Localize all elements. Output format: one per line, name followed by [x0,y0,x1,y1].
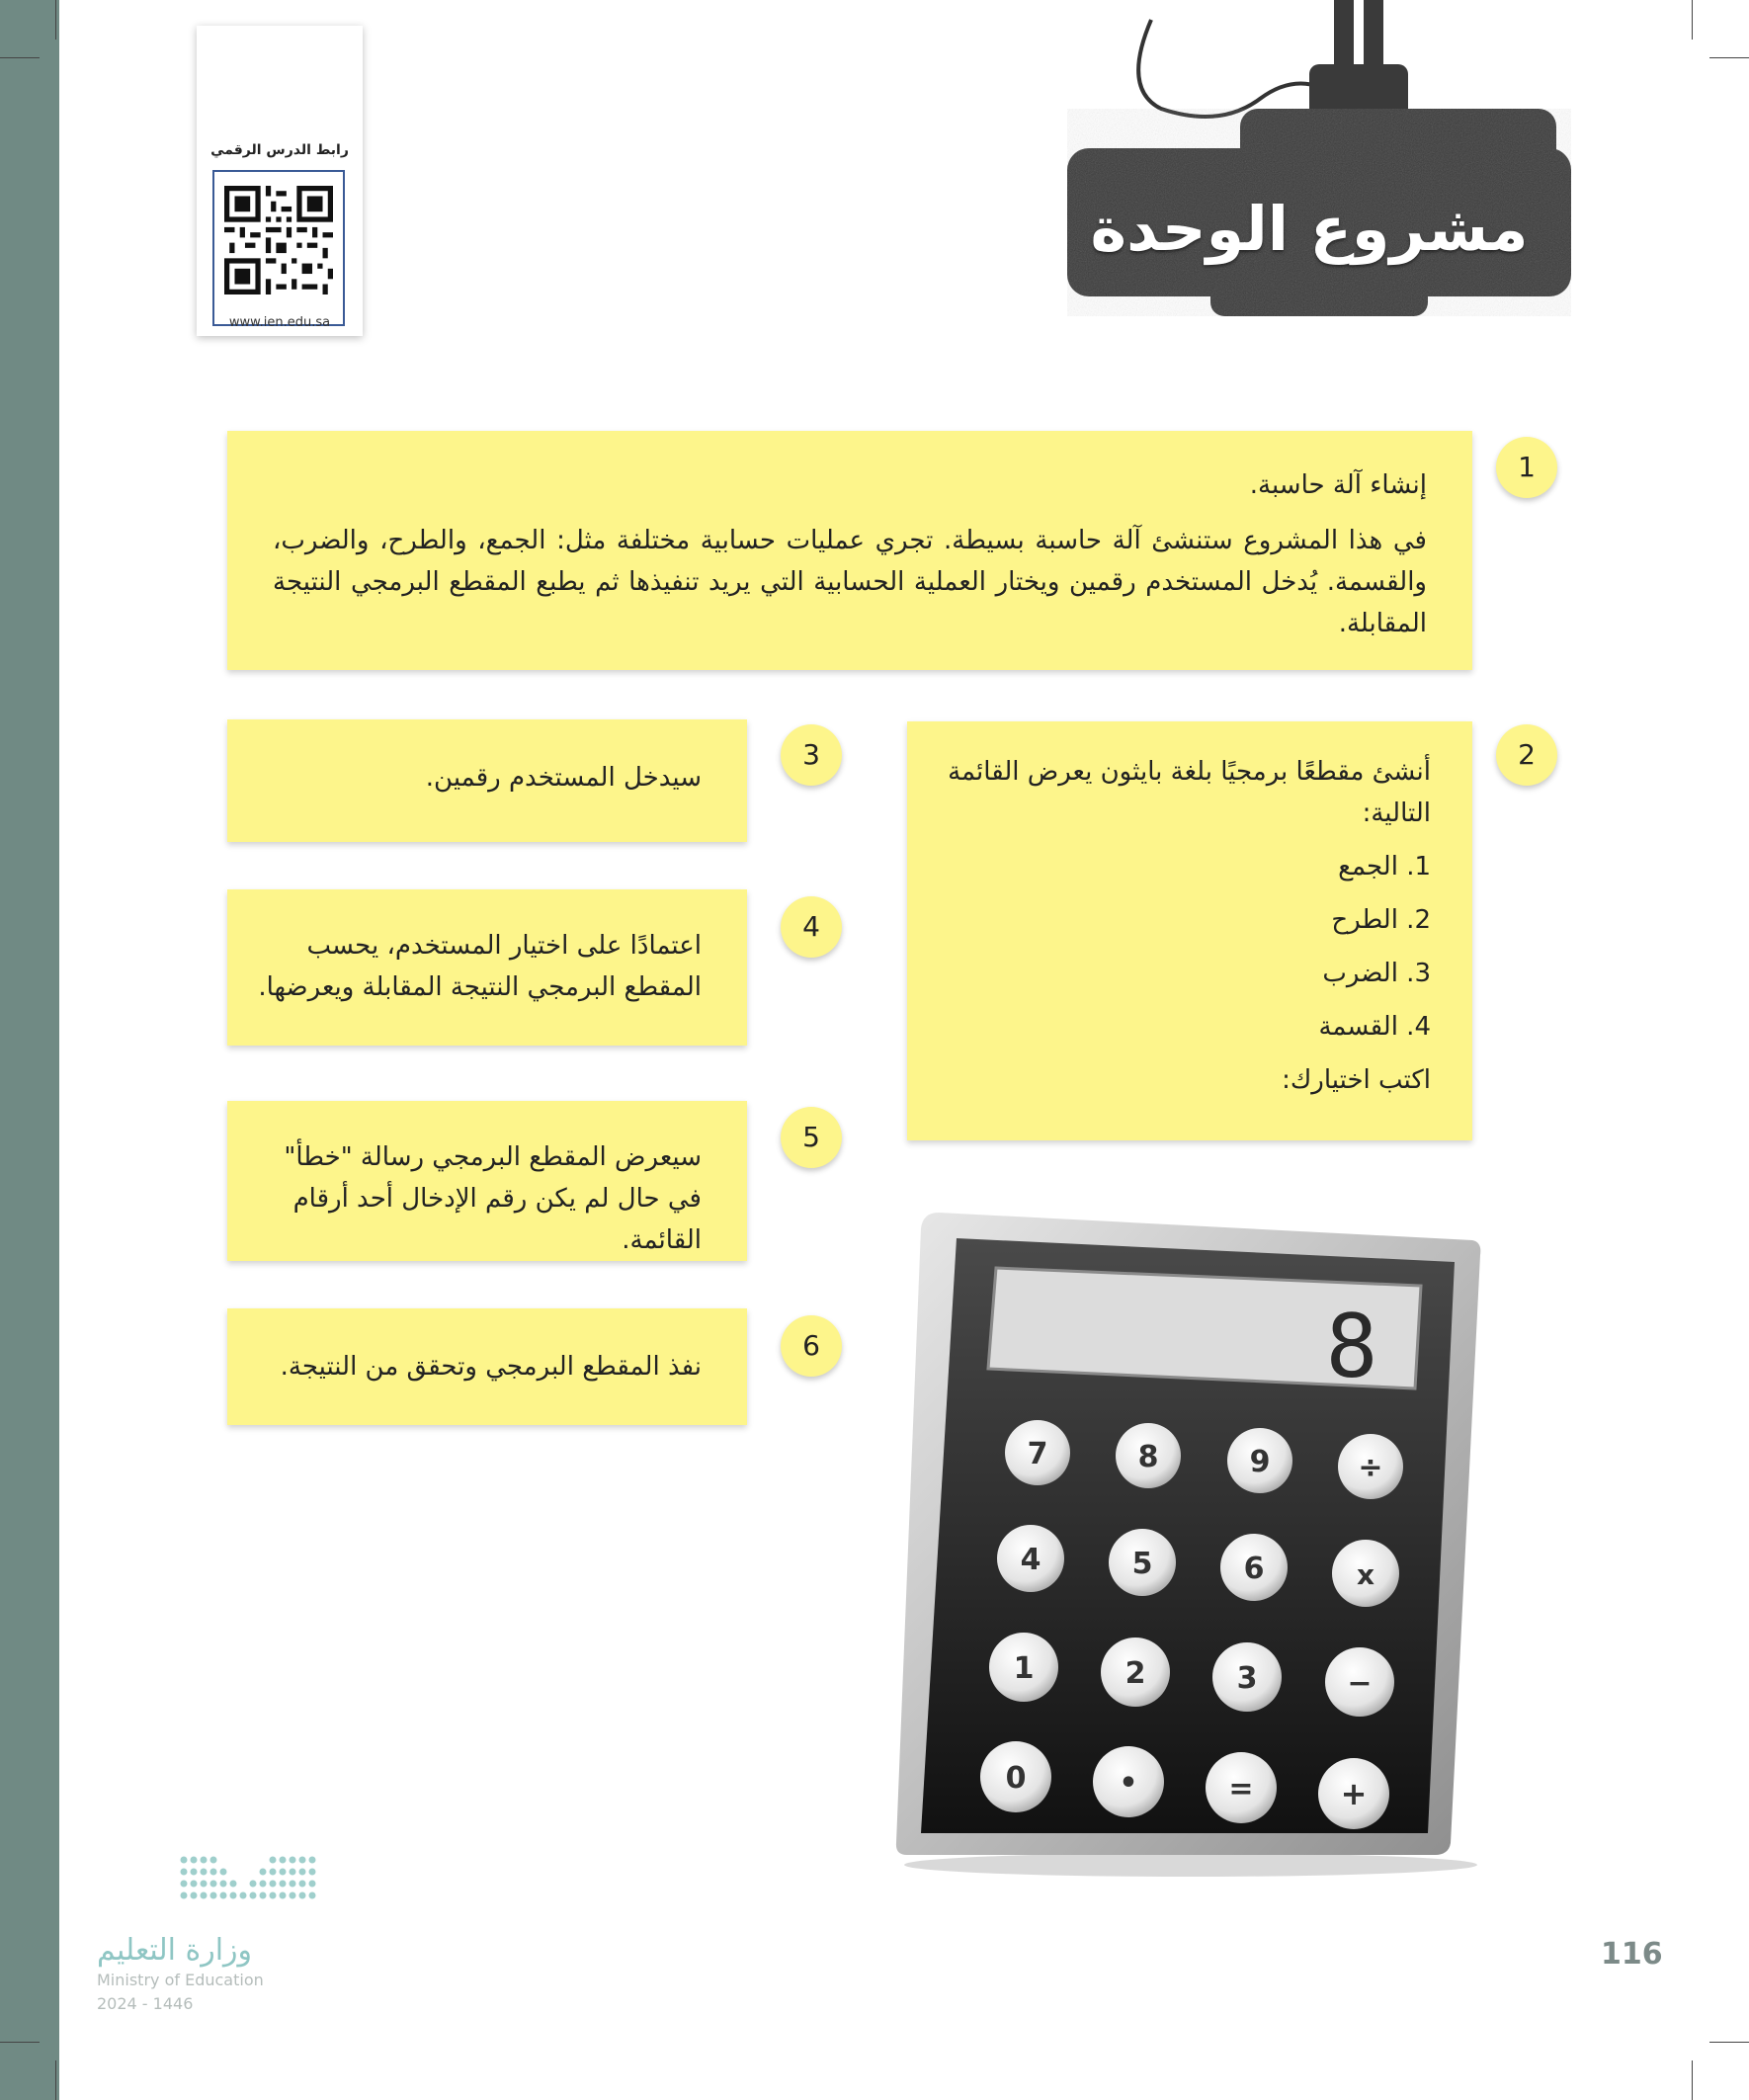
step-4-note [227,889,747,1046]
calculator-key-label: x [1356,1558,1375,1591]
menu-item-add: 1. الجمع [1338,852,1431,882]
calculator-key [1212,1642,1282,1712]
calculator-key-label: 7 [1027,1437,1048,1471]
calculator-key [1101,1638,1170,1707]
ministry-name-english: Ministry of Education [97,1971,264,1989]
page-title: مشروع الوحدة [1090,193,1529,265]
step-3-text: سيدخل المستخدم رقمين. [425,763,702,793]
calculator-key-label: 5 [1131,1547,1153,1581]
calculator-key [1206,1752,1277,1823]
calculator-key-label: • [1119,1766,1138,1801]
menu-prompt: اكتب اختيارك: [1282,1065,1431,1095]
calculator-key-label: − [1347,1666,1373,1701]
menu-item-multiply: 3. الضرب [1322,959,1431,988]
calculator-key [1227,1428,1292,1493]
calculator-key [1093,1746,1164,1817]
qr-label: رابط الدرس الرقمي [210,142,349,158]
crop-mark [55,2060,56,2100]
calculator-key-label: 3 [1236,1661,1258,1696]
step-number: 3 [781,724,842,786]
step-number: 2 [1496,724,1557,786]
unit-project-banner [1062,0,1576,316]
page-number: 116 [1601,1937,1663,1972]
calculator-key [980,1741,1051,1812]
calculator-key [989,1633,1058,1702]
calculator-key [1318,1758,1389,1829]
crop-mark [1709,2042,1749,2043]
calculator-key-label: = [1228,1772,1254,1806]
step-number: 6 [781,1315,842,1377]
calculator-key-label: 2 [1124,1656,1146,1691]
crop-mark [1709,57,1749,58]
ministry-name-arabic: وزارة التعليم [97,1933,253,1968]
crop-mark [1692,0,1693,40]
step-5-note [227,1101,747,1261]
step-6-note [227,1308,747,1425]
step-1-title: إنشاء آلة حاسبة. [1249,470,1427,500]
calculator-key [1332,1540,1399,1607]
step-2-text: أنشئ مقطعًا برمجيًا بلغة بايثون يعرض القائمة التالية: [948,757,1431,828]
crop-mark [55,0,56,40]
calculator-key-label: 9 [1249,1445,1271,1479]
step-number: 1 [1496,437,1557,498]
menu-item-subtract: 2. الطرح [1331,905,1431,935]
edition-year: 2024 - 1446 [97,1994,194,2013]
calculator-key [1325,1647,1394,1717]
calculator-key-label: 0 [1005,1761,1027,1796]
step-1-note [227,431,1472,670]
calculator-key [997,1525,1064,1592]
step-3-note [227,719,747,842]
calculator-key [1338,1434,1403,1499]
calculator-key-label: 6 [1243,1552,1265,1586]
crop-mark [0,2042,40,2043]
side-bar [0,0,59,2100]
calculator-key-label: 1 [1013,1651,1035,1686]
step-4-text: اعتمادًا على اختيار المستخدم، يحسب المقطع البرمجي النتيجة المقابلة ويعرضها. [258,931,702,1002]
calculator-key-label: ÷ [1358,1451,1383,1485]
crop-mark [0,57,40,58]
calculator-key-label: 8 [1137,1440,1159,1474]
calculator-illustration [889,1201,1482,1883]
calculator-key [1220,1534,1288,1601]
crop-mark [1692,2060,1693,2100]
step-number: 5 [781,1107,842,1168]
digital-lesson-card[interactable] [197,26,363,336]
calculator-key-label: + [1340,1775,1368,1812]
calculator-key [1005,1420,1070,1485]
step-number: 4 [781,896,842,958]
step-1-text: في هذا المشروع ستنشئ آلة حاسبة بسيطة. تجري عمليات حسابية مختلفة مثل: الجمع، والطرح، والضرب، والقسمة. يُدخل المستخدم رقمين ويختار العملية الحسابية التي يريد تنفيذها ثم يطبع المقطع البرمجي النتيجة المقابلة. [273,526,1427,638]
step-6-text: نفذ المقطع البرمجي وتحقق من النتيجة. [280,1352,702,1382]
step-2-note [907,721,1472,1140]
qr-url[interactable]: www.ien.edu.sa [228,315,331,330]
menu-item-divide: 4. القسمة [1318,1012,1431,1042]
calculator-key [1109,1529,1176,1596]
calculator-display: 8 [1325,1296,1378,1397]
qr-code-icon[interactable] [224,186,333,294]
qr-frame [212,170,345,326]
calculator-key-label: 4 [1020,1543,1041,1577]
calculator-key [1116,1423,1181,1488]
step-5-text: سيعرض المقطع البرمجي رسالة "خطأ" في حال لم يكن رقم الإدخال أحد أرقام القائمة. [284,1142,702,1255]
